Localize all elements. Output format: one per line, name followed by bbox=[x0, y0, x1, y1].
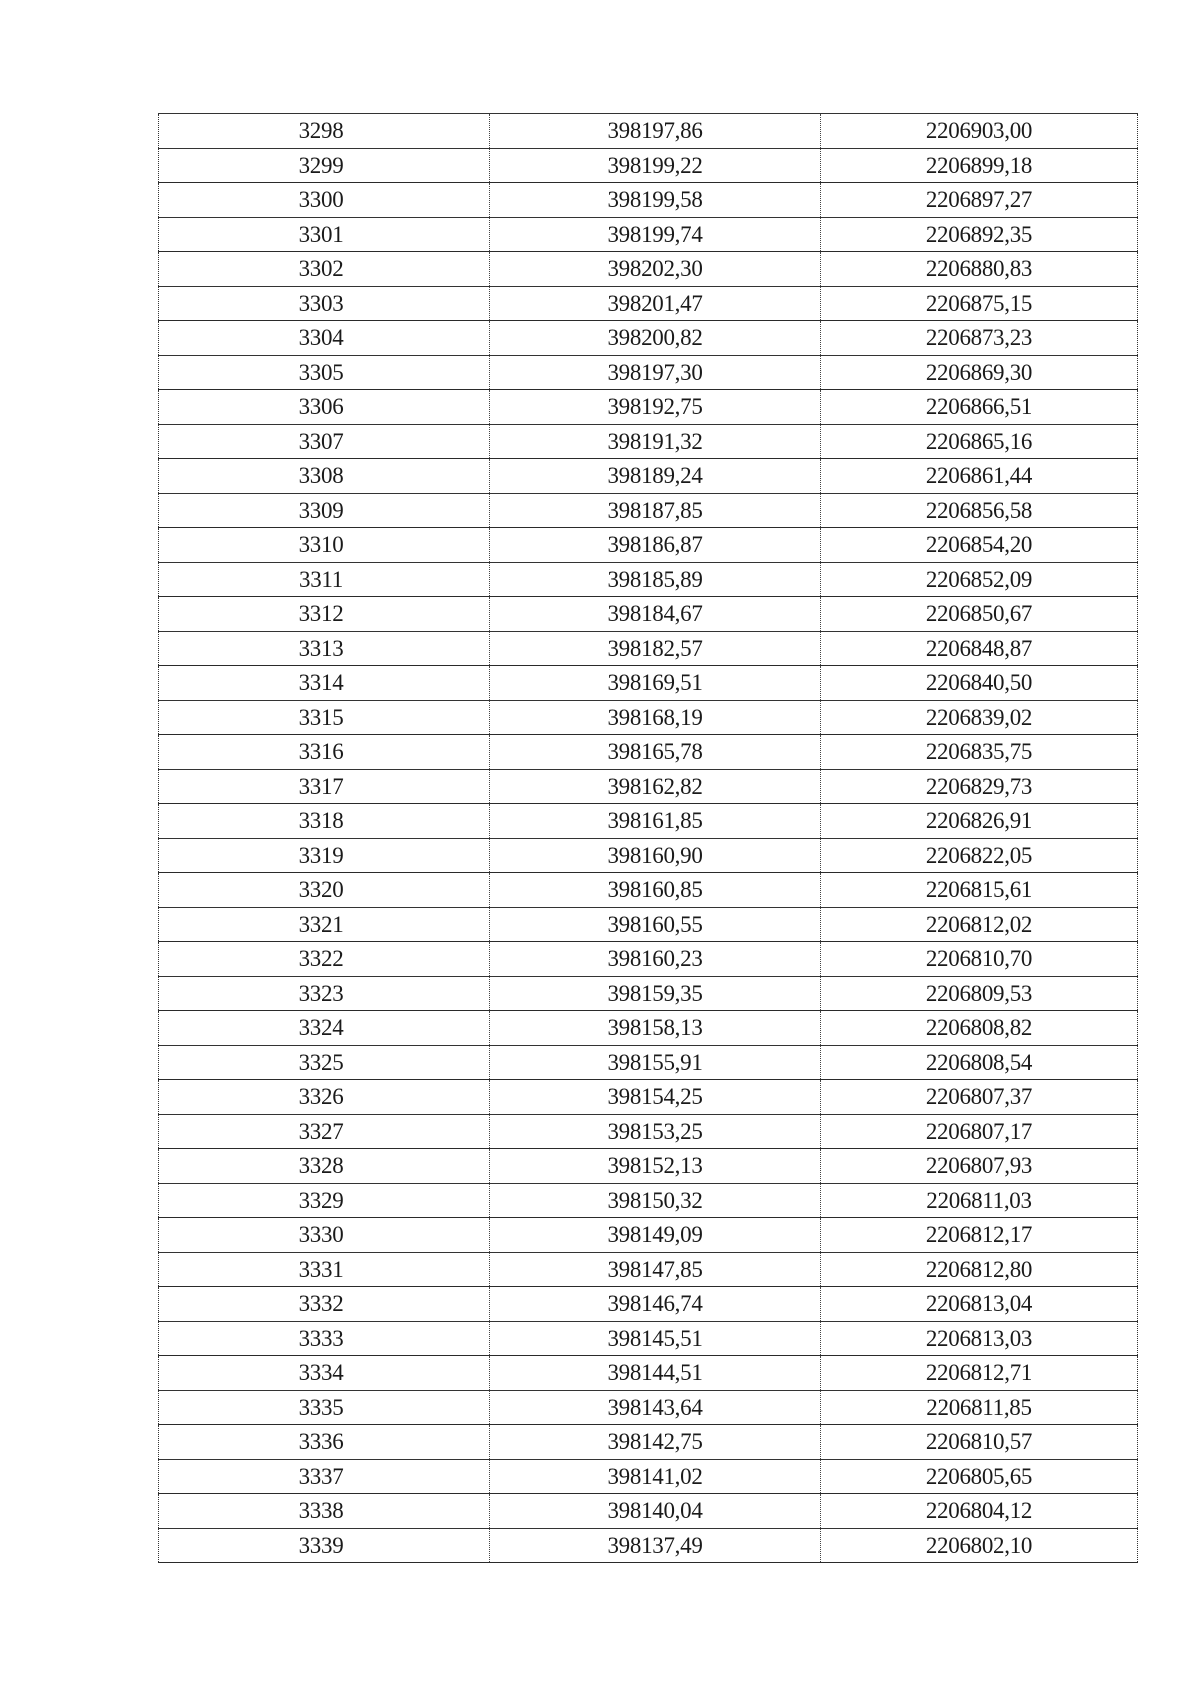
y-coordinate-cell: 2206880,83 bbox=[821, 252, 1138, 287]
y-coordinate-cell: 2206873,23 bbox=[821, 321, 1138, 356]
y-coordinate-cell: 2206809,53 bbox=[821, 976, 1138, 1011]
table-row bbox=[159, 1011, 1138, 1046]
y-coordinate-cell: 2206822,05 bbox=[821, 838, 1138, 873]
table-row bbox=[159, 1528, 1138, 1563]
table-row bbox=[159, 942, 1138, 977]
point-number-cell: 3320 bbox=[159, 873, 490, 908]
point-number-cell: 3305 bbox=[159, 355, 490, 390]
point-number-cell: 3316 bbox=[159, 735, 490, 770]
x-coordinate-cell: 398189,24 bbox=[490, 459, 821, 494]
y-coordinate-cell: 2206802,10 bbox=[821, 1528, 1138, 1563]
point-number-cell: 3321 bbox=[159, 907, 490, 942]
point-number-cell: 3322 bbox=[159, 942, 490, 977]
x-coordinate-cell: 398137,49 bbox=[490, 1528, 821, 1563]
table-row bbox=[159, 528, 1138, 563]
point-number-cell: 3329 bbox=[159, 1183, 490, 1218]
x-coordinate-cell: 398199,22 bbox=[490, 148, 821, 183]
y-coordinate-cell: 2206829,73 bbox=[821, 769, 1138, 804]
x-coordinate-cell: 398154,25 bbox=[490, 1080, 821, 1115]
x-coordinate-cell: 398142,75 bbox=[490, 1425, 821, 1460]
table-row bbox=[159, 1149, 1138, 1184]
table-row bbox=[159, 1183, 1138, 1218]
x-coordinate-cell: 398158,13 bbox=[490, 1011, 821, 1046]
point-number-cell: 3300 bbox=[159, 183, 490, 218]
x-coordinate-cell: 398184,67 bbox=[490, 597, 821, 632]
table-row bbox=[159, 1080, 1138, 1115]
point-number-cell: 3311 bbox=[159, 562, 490, 597]
point-number-cell: 3313 bbox=[159, 631, 490, 666]
y-coordinate-cell: 2206897,27 bbox=[821, 183, 1138, 218]
y-coordinate-cell: 2206848,87 bbox=[821, 631, 1138, 666]
x-coordinate-cell: 398201,47 bbox=[490, 286, 821, 321]
table-row bbox=[159, 597, 1138, 632]
y-coordinate-cell: 2206810,70 bbox=[821, 942, 1138, 977]
x-coordinate-cell: 398152,13 bbox=[490, 1149, 821, 1184]
table-row bbox=[159, 1321, 1138, 1356]
table-row bbox=[159, 321, 1138, 356]
x-coordinate-cell: 398197,86 bbox=[490, 114, 821, 149]
point-number-cell: 3318 bbox=[159, 804, 490, 839]
table-row bbox=[159, 804, 1138, 839]
y-coordinate-cell: 2206850,67 bbox=[821, 597, 1138, 632]
point-number-cell: 3338 bbox=[159, 1494, 490, 1529]
table-row bbox=[159, 1045, 1138, 1080]
point-number-cell: 3298 bbox=[159, 114, 490, 149]
point-number-cell: 3312 bbox=[159, 597, 490, 632]
y-coordinate-cell: 2206866,51 bbox=[821, 390, 1138, 425]
table-row bbox=[159, 1459, 1138, 1494]
y-coordinate-cell: 2206875,15 bbox=[821, 286, 1138, 321]
x-coordinate-cell: 398186,87 bbox=[490, 528, 821, 563]
point-number-cell: 3302 bbox=[159, 252, 490, 287]
y-coordinate-cell: 2206861,44 bbox=[821, 459, 1138, 494]
y-coordinate-cell: 2206812,02 bbox=[821, 907, 1138, 942]
x-coordinate-cell: 398141,02 bbox=[490, 1459, 821, 1494]
table-row bbox=[159, 666, 1138, 701]
point-number-cell: 3330 bbox=[159, 1218, 490, 1253]
table-row bbox=[159, 1425, 1138, 1460]
table-row bbox=[159, 873, 1138, 908]
point-number-cell: 3308 bbox=[159, 459, 490, 494]
table-row bbox=[159, 907, 1138, 942]
point-number-cell: 3336 bbox=[159, 1425, 490, 1460]
y-coordinate-cell: 2206839,02 bbox=[821, 700, 1138, 735]
coordinates-table bbox=[158, 113, 1138, 1563]
y-coordinate-cell: 2206869,30 bbox=[821, 355, 1138, 390]
x-coordinate-cell: 398147,85 bbox=[490, 1252, 821, 1287]
table-row bbox=[159, 114, 1138, 149]
y-coordinate-cell: 2206811,85 bbox=[821, 1390, 1138, 1425]
x-coordinate-cell: 398187,85 bbox=[490, 493, 821, 528]
table-row bbox=[159, 459, 1138, 494]
table-row bbox=[159, 1252, 1138, 1287]
y-coordinate-cell: 2206811,03 bbox=[821, 1183, 1138, 1218]
y-coordinate-cell: 2206815,61 bbox=[821, 873, 1138, 908]
y-coordinate-cell: 2206807,17 bbox=[821, 1114, 1138, 1149]
table-row bbox=[159, 700, 1138, 735]
point-number-cell: 3307 bbox=[159, 424, 490, 459]
point-number-cell: 3299 bbox=[159, 148, 490, 183]
point-number-cell: 3314 bbox=[159, 666, 490, 701]
x-coordinate-cell: 398140,04 bbox=[490, 1494, 821, 1529]
point-number-cell: 3306 bbox=[159, 390, 490, 425]
x-coordinate-cell: 398200,82 bbox=[490, 321, 821, 356]
point-number-cell: 3323 bbox=[159, 976, 490, 1011]
y-coordinate-cell: 2206854,20 bbox=[821, 528, 1138, 563]
table-row bbox=[159, 769, 1138, 804]
point-number-cell: 3324 bbox=[159, 1011, 490, 1046]
x-coordinate-cell: 398143,64 bbox=[490, 1390, 821, 1425]
x-coordinate-cell: 398160,85 bbox=[490, 873, 821, 908]
table-row bbox=[159, 735, 1138, 770]
x-coordinate-cell: 398160,55 bbox=[490, 907, 821, 942]
y-coordinate-cell: 2206808,82 bbox=[821, 1011, 1138, 1046]
table-row bbox=[159, 976, 1138, 1011]
table-row bbox=[159, 217, 1138, 252]
point-number-cell: 3334 bbox=[159, 1356, 490, 1391]
table-row bbox=[159, 493, 1138, 528]
x-coordinate-cell: 398160,23 bbox=[490, 942, 821, 977]
y-coordinate-cell: 2206807,37 bbox=[821, 1080, 1138, 1115]
y-coordinate-cell: 2206813,03 bbox=[821, 1321, 1138, 1356]
y-coordinate-cell: 2206856,58 bbox=[821, 493, 1138, 528]
point-number-cell: 3339 bbox=[159, 1528, 490, 1563]
point-number-cell: 3326 bbox=[159, 1080, 490, 1115]
y-coordinate-cell: 2206812,17 bbox=[821, 1218, 1138, 1253]
point-number-cell: 3335 bbox=[159, 1390, 490, 1425]
coordinates-table-body bbox=[159, 114, 1138, 1563]
table-row bbox=[159, 1356, 1138, 1391]
y-coordinate-cell: 2206808,54 bbox=[821, 1045, 1138, 1080]
x-coordinate-cell: 398191,32 bbox=[490, 424, 821, 459]
y-coordinate-cell: 2206865,16 bbox=[821, 424, 1138, 459]
point-number-cell: 3317 bbox=[159, 769, 490, 804]
table-row bbox=[159, 424, 1138, 459]
table-row bbox=[159, 148, 1138, 183]
table-row bbox=[159, 1218, 1138, 1253]
x-coordinate-cell: 398159,35 bbox=[490, 976, 821, 1011]
y-coordinate-cell: 2206892,35 bbox=[821, 217, 1138, 252]
table-row bbox=[159, 562, 1138, 597]
table-row bbox=[159, 1390, 1138, 1425]
y-coordinate-cell: 2206852,09 bbox=[821, 562, 1138, 597]
table-row bbox=[159, 390, 1138, 425]
point-number-cell: 3301 bbox=[159, 217, 490, 252]
table-row bbox=[159, 1114, 1138, 1149]
table-row bbox=[159, 631, 1138, 666]
x-coordinate-cell: 398145,51 bbox=[490, 1321, 821, 1356]
point-number-cell: 3327 bbox=[159, 1114, 490, 1149]
x-coordinate-cell: 398153,25 bbox=[490, 1114, 821, 1149]
y-coordinate-cell: 2206826,91 bbox=[821, 804, 1138, 839]
x-coordinate-cell: 398199,74 bbox=[490, 217, 821, 252]
y-coordinate-cell: 2206804,12 bbox=[821, 1494, 1138, 1529]
x-coordinate-cell: 398155,91 bbox=[490, 1045, 821, 1080]
y-coordinate-cell: 2206835,75 bbox=[821, 735, 1138, 770]
point-number-cell: 3309 bbox=[159, 493, 490, 528]
x-coordinate-cell: 398150,32 bbox=[490, 1183, 821, 1218]
point-number-cell: 3315 bbox=[159, 700, 490, 735]
point-number-cell: 3304 bbox=[159, 321, 490, 356]
table-row bbox=[159, 183, 1138, 218]
y-coordinate-cell: 2206807,93 bbox=[821, 1149, 1138, 1184]
y-coordinate-cell: 2206840,50 bbox=[821, 666, 1138, 701]
x-coordinate-cell: 398168,19 bbox=[490, 700, 821, 735]
table-row bbox=[159, 1494, 1138, 1529]
x-coordinate-cell: 398161,85 bbox=[490, 804, 821, 839]
x-coordinate-cell: 398146,74 bbox=[490, 1287, 821, 1322]
x-coordinate-cell: 398160,90 bbox=[490, 838, 821, 873]
table-row bbox=[159, 838, 1138, 873]
x-coordinate-cell: 398192,75 bbox=[490, 390, 821, 425]
x-coordinate-cell: 398182,57 bbox=[490, 631, 821, 666]
y-coordinate-cell: 2206813,04 bbox=[821, 1287, 1138, 1322]
y-coordinate-cell: 2206810,57 bbox=[821, 1425, 1138, 1460]
table-row bbox=[159, 252, 1138, 287]
x-coordinate-cell: 398197,30 bbox=[490, 355, 821, 390]
point-number-cell: 3333 bbox=[159, 1321, 490, 1356]
point-number-cell: 3325 bbox=[159, 1045, 490, 1080]
point-number-cell: 3332 bbox=[159, 1287, 490, 1322]
x-coordinate-cell: 398185,89 bbox=[490, 562, 821, 597]
x-coordinate-cell: 398149,09 bbox=[490, 1218, 821, 1253]
point-number-cell: 3337 bbox=[159, 1459, 490, 1494]
point-number-cell: 3303 bbox=[159, 286, 490, 321]
y-coordinate-cell: 2206805,65 bbox=[821, 1459, 1138, 1494]
point-number-cell: 3310 bbox=[159, 528, 490, 563]
x-coordinate-cell: 398165,78 bbox=[490, 735, 821, 770]
point-number-cell: 3319 bbox=[159, 838, 490, 873]
point-number-cell: 3328 bbox=[159, 1149, 490, 1184]
x-coordinate-cell: 398162,82 bbox=[490, 769, 821, 804]
x-coordinate-cell: 398169,51 bbox=[490, 666, 821, 701]
x-coordinate-cell: 398144,51 bbox=[490, 1356, 821, 1391]
table-row bbox=[159, 1287, 1138, 1322]
y-coordinate-cell: 2206899,18 bbox=[821, 148, 1138, 183]
y-coordinate-cell: 2206812,80 bbox=[821, 1252, 1138, 1287]
y-coordinate-cell: 2206903,00 bbox=[821, 114, 1138, 149]
y-coordinate-cell: 2206812,71 bbox=[821, 1356, 1138, 1391]
x-coordinate-cell: 398199,58 bbox=[490, 183, 821, 218]
table-row bbox=[159, 286, 1138, 321]
point-number-cell: 3331 bbox=[159, 1252, 490, 1287]
x-coordinate-cell: 398202,30 bbox=[490, 252, 821, 287]
table-row bbox=[159, 355, 1138, 390]
